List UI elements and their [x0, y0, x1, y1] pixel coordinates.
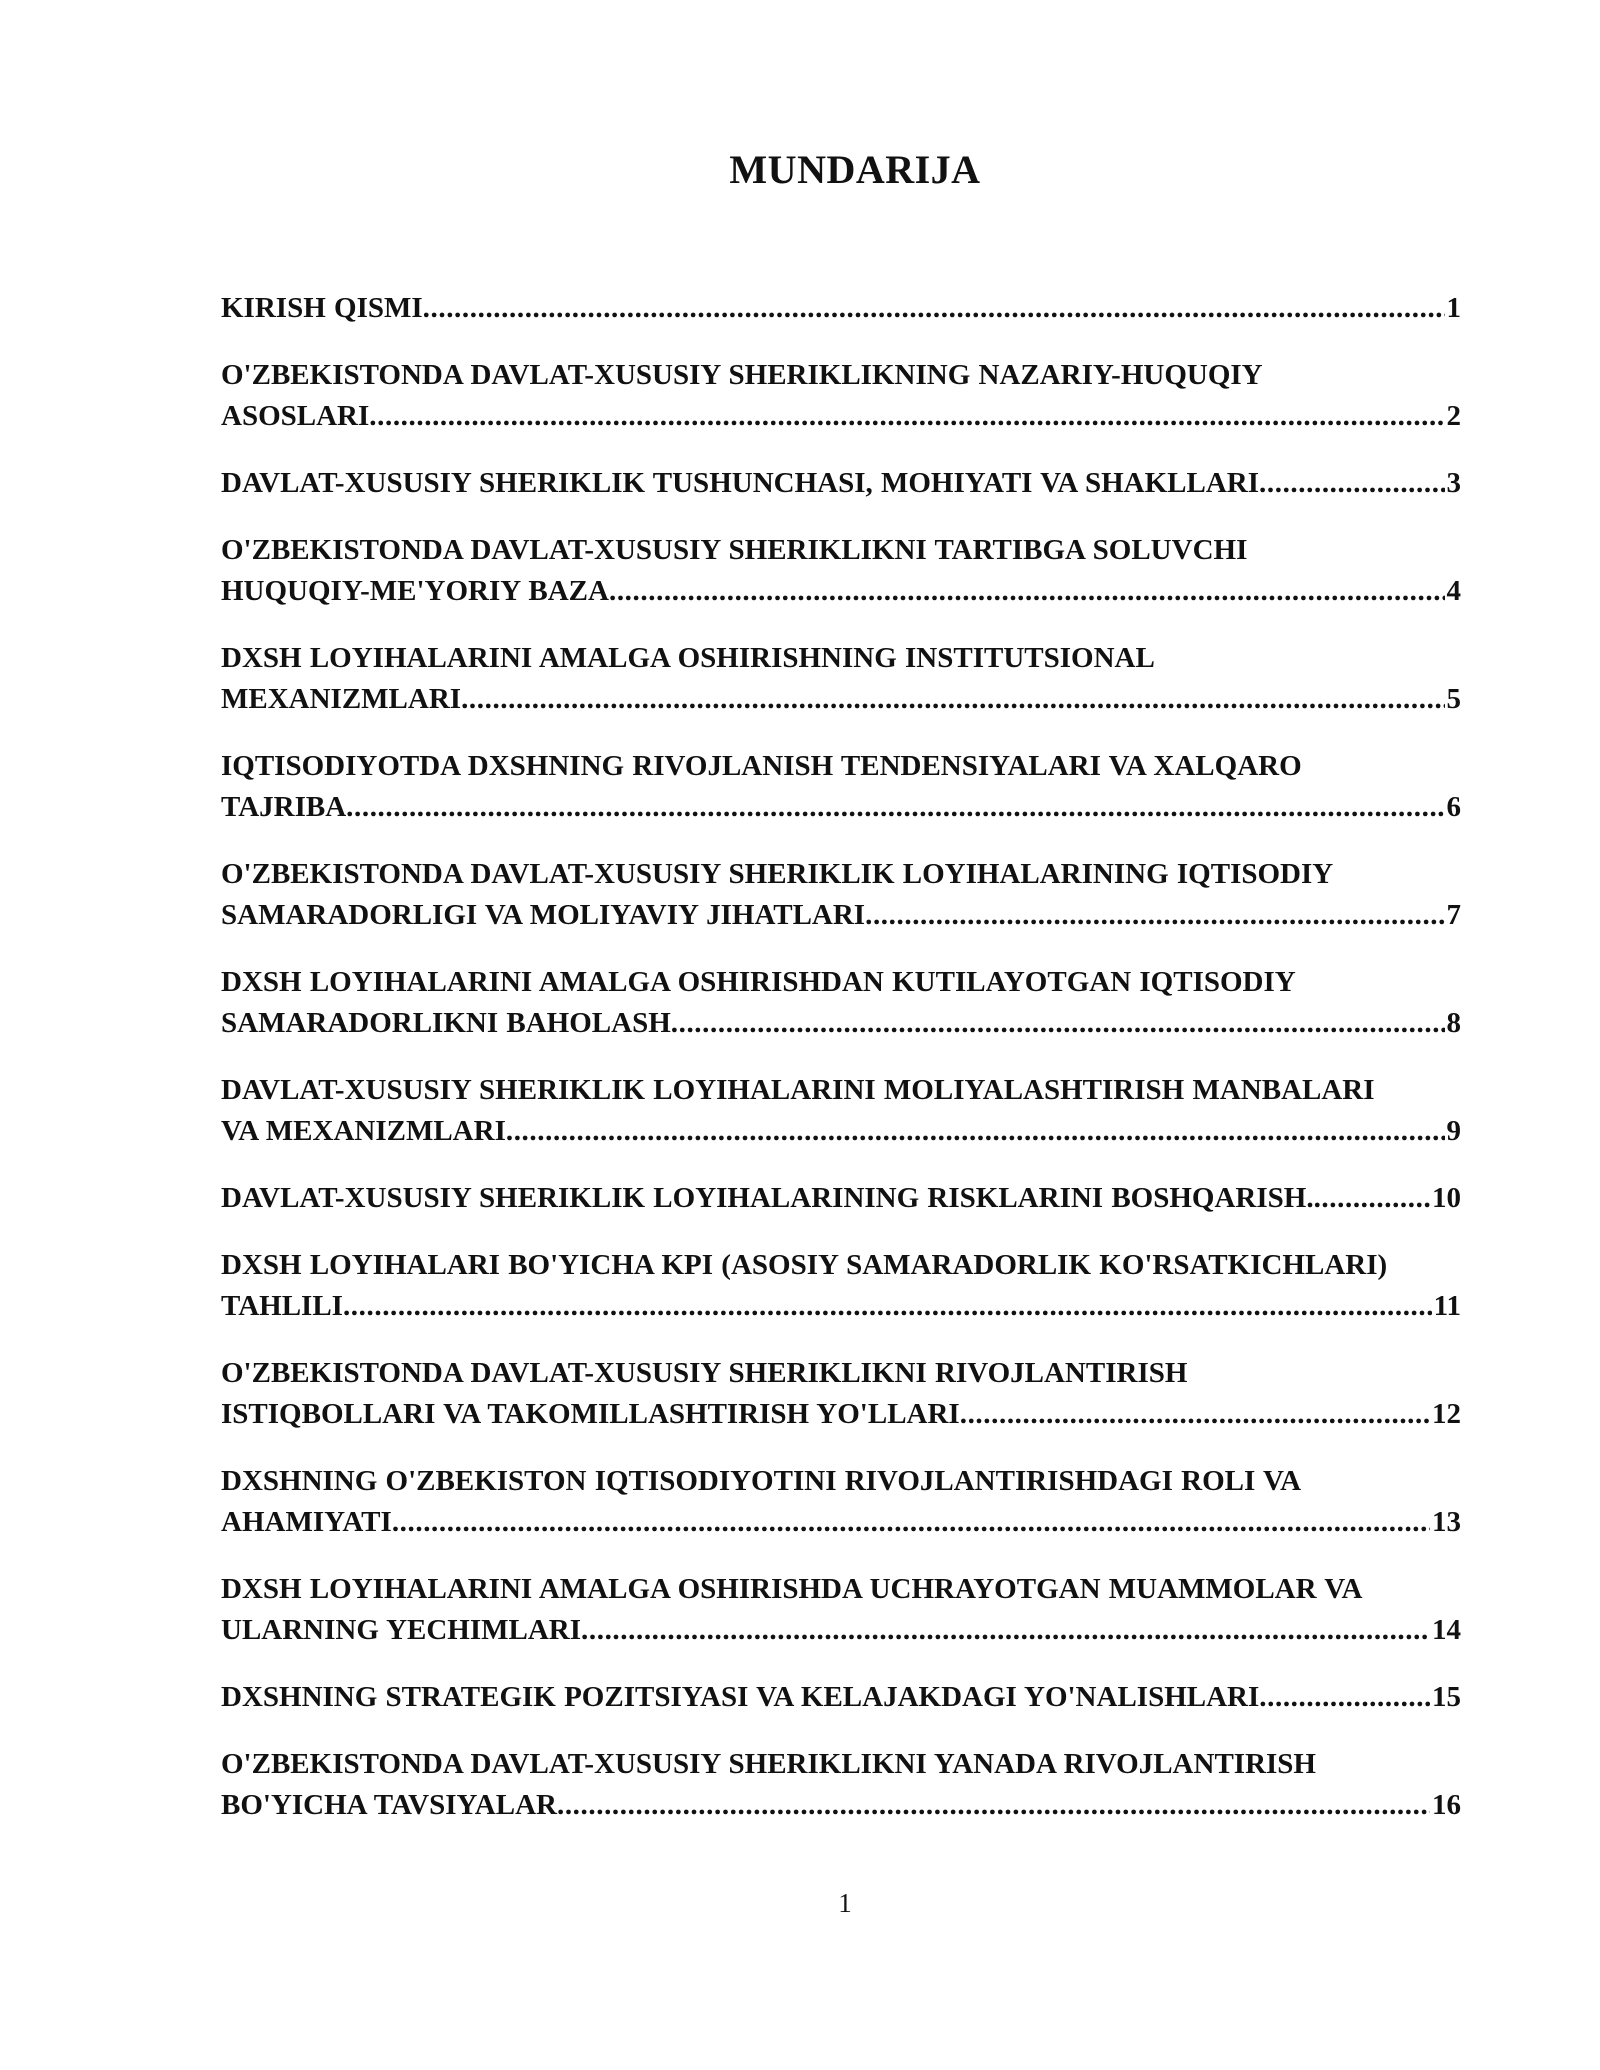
- toc-entry[interactable]: [221, 1461, 1461, 1543]
- toc-entry-title-line: DXSH LOYIHALARI BO'YICHA KPI (ASOSIY SAMARADORLIK KO'RSATKICHLARI): [221, 1249, 1388, 1281]
- toc-entry-last-line: [221, 1785, 1461, 1826]
- toc-entry[interactable]: [221, 1677, 1461, 1718]
- toc-entry[interactable]: [221, 854, 1461, 936]
- toc-entry[interactable]: [221, 1178, 1461, 1219]
- dot-leader: [609, 571, 1445, 612]
- toc-entry-title-line: DXSH LOYIHALARINI AMALGA OSHIRISHDA UCHRAYOTGAN MUAMMOLAR VA: [221, 1573, 1363, 1605]
- dot-leader: [369, 396, 1444, 437]
- toc-entry-last-line: [221, 1286, 1461, 1327]
- toc-entry-title-line: O'ZBEKISTONDA DAVLAT-XUSUSIY SHERIKLIKNI TARTIBGA SOLUVCHI: [221, 534, 1248, 566]
- toc-page-number: 4: [1446, 575, 1461, 607]
- toc-entry-title-line: O'ZBEKISTONDA DAVLAT-XUSUSIY SHERIKLIKNING NAZARIY-HUQUQIY: [221, 359, 1263, 391]
- toc-entry[interactable]: [221, 1744, 1461, 1826]
- dot-leader: [392, 1502, 1430, 1543]
- toc-entry[interactable]: [221, 962, 1461, 1044]
- toc-entry-title-tail: AHAMIYATI: [221, 1506, 392, 1538]
- toc-entry[interactable]: [221, 355, 1461, 437]
- toc-entry-last-line: [221, 288, 1461, 329]
- dot-leader: [865, 895, 1444, 936]
- toc-entry-title-tail: VA MEXANIZMLARI: [221, 1115, 506, 1147]
- toc-entry-last-line: [221, 895, 1461, 936]
- toc-entry-last-line: [221, 1502, 1461, 1543]
- toc-page-number: 15: [1432, 1681, 1461, 1713]
- toc-entry-last-line: [221, 787, 1461, 828]
- toc-entry[interactable]: [221, 746, 1461, 828]
- toc-page-number: 3: [1446, 467, 1461, 499]
- page-number: 1: [838, 1888, 852, 1918]
- toc-entry-title-tail: DXSHNING STRATEGIK POZITSIYASI VA KELAJAKDAGI YO'NALISHLARI: [221, 1681, 1260, 1713]
- toc-page-number: 2: [1446, 400, 1461, 432]
- toc-entry[interactable]: [221, 530, 1461, 612]
- toc-entry-title-tail: BO'YICHA TAVSIYALAR: [221, 1789, 557, 1821]
- toc-entry[interactable]: [221, 1245, 1461, 1327]
- toc-entry[interactable]: [221, 1070, 1461, 1152]
- toc-entry-last-line: [221, 679, 1461, 720]
- toc-entry[interactable]: [221, 1353, 1461, 1435]
- dot-leader: [671, 1003, 1445, 1044]
- toc-page-number: 8: [1446, 1007, 1461, 1039]
- toc-entry-title-line: DXSHNING O'ZBEKISTON IQTISODIYOTINI RIVOJLANTIRISHDAGI ROLI VA: [221, 1465, 1302, 1497]
- dot-leader: [557, 1785, 1430, 1826]
- toc-entry-title-tail: DAVLAT-XUSUSIY SHERIKLIK TUSHUNCHASI, MOHIYATI VA SHAKLLARI: [221, 467, 1260, 499]
- dot-leader: [423, 288, 1445, 329]
- toc-page-number: 1: [1446, 292, 1461, 324]
- toc-entry-title-line: O'ZBEKISTONDA DAVLAT-XUSUSIY SHERIKLIK LOYIHALARINING IQTISODIY: [221, 858, 1334, 890]
- toc-entry-title-tail: ULARNING YECHIMLARI: [221, 1614, 582, 1646]
- toc-entry[interactable]: [221, 638, 1461, 720]
- toc-entry-title-line: DAVLAT-XUSUSIY SHERIKLIK LOYIHALARINI MOLIYALASHTIRISH MANBALARI: [221, 1074, 1375, 1106]
- toc-page-number: 14: [1432, 1614, 1461, 1646]
- toc-entry-title-tail: TAJRIBA: [221, 791, 347, 823]
- dot-leader: [343, 1286, 1432, 1327]
- toc-entry-last-line: [221, 1178, 1461, 1219]
- toc-entry-last-line: [221, 1394, 1461, 1435]
- toc-entry-title-line: DXSH LOYIHALARINI AMALGA OSHIRISHDAN KUTILAYOTGAN IQTISODIY: [221, 966, 1296, 998]
- toc-page-number: 7: [1446, 899, 1461, 931]
- toc-page-number: 12: [1432, 1398, 1461, 1430]
- toc-page-number: 10: [1432, 1182, 1461, 1214]
- dot-leader: [1259, 463, 1444, 504]
- toc-entry-last-line: [221, 1111, 1461, 1152]
- toc-entry-last-line: [221, 1003, 1461, 1044]
- toc-entry-title-line: IQTISODIYOTDA DXSHNING RIVOJLANISH TENDENSIYALARI VA XALQARO: [221, 750, 1302, 782]
- toc-entry-last-line: [221, 463, 1461, 504]
- toc-entry-title-tail: MEXANIZMLARI: [221, 683, 462, 715]
- table-of-contents: [221, 288, 1461, 1852]
- dot-leader: [581, 1610, 1430, 1651]
- dot-leader: [506, 1111, 1445, 1152]
- toc-page-number: 9: [1446, 1115, 1461, 1147]
- toc-entry-title-tail: ISTIQBOLLARI VA TAKOMILLASHTIRISH YO'LLARI: [221, 1398, 960, 1430]
- dot-leader: [1314, 1178, 1430, 1219]
- toc-page-number: 5: [1446, 683, 1461, 715]
- toc-entry-title-tail: DAVLAT-XUSUSIY SHERIKLIK LOYIHALARINING RISKLARINI BOSHQARISH.: [221, 1182, 1314, 1214]
- toc-entry-last-line: [221, 396, 1461, 437]
- toc-entry[interactable]: [221, 1569, 1461, 1651]
- toc-entry-title-line: DXSH LOYIHALARINI AMALGA OSHIRISHNING INSTITUTSIONAL: [221, 642, 1155, 674]
- toc-entry-title-tail: ASOSLARI: [221, 400, 370, 432]
- dot-leader: [461, 679, 1444, 720]
- dot-leader: [346, 787, 1444, 828]
- toc-page-number: 6: [1446, 791, 1461, 823]
- toc-entry-last-line: [221, 571, 1461, 612]
- toc-page-number: 16: [1432, 1789, 1461, 1821]
- toc-entry[interactable]: [221, 463, 1461, 504]
- toc-entry-last-line: [221, 1677, 1461, 1718]
- toc-entry-title-tail: TAHLILI: [221, 1290, 343, 1322]
- toc-page-number: 13: [1432, 1506, 1461, 1538]
- toc-entry-title-tail: SAMARADORLIKNI BAHOLASH: [221, 1007, 671, 1039]
- dot-leader: [960, 1394, 1430, 1435]
- toc-entry-title-line: O'ZBEKISTONDA DAVLAT-XUSUSIY SHERIKLIKNI YANADA RIVOJLANTIRISH: [221, 1748, 1316, 1780]
- toc-entry-title-tail: KIRISH QISMI: [221, 292, 423, 324]
- toc-entry-title-tail: HUQUQIY-ME'YORIY BAZA: [221, 575, 609, 607]
- toc-page-number: 11: [1433, 1290, 1461, 1322]
- toc-entry-last-line: [221, 1610, 1461, 1651]
- page-title: MUNDARIJA: [729, 147, 981, 192]
- toc-entry[interactable]: [221, 288, 1461, 329]
- dot-leader: [1259, 1677, 1430, 1718]
- toc-entry-title-tail: SAMARADORLIGI VA MOLIYAVIY JIHATLARI: [221, 899, 866, 931]
- toc-entry-title-line: O'ZBEKISTONDA DAVLAT-XUSUSIY SHERIKLIKNI RIVOJLANTIRISH: [221, 1357, 1188, 1389]
